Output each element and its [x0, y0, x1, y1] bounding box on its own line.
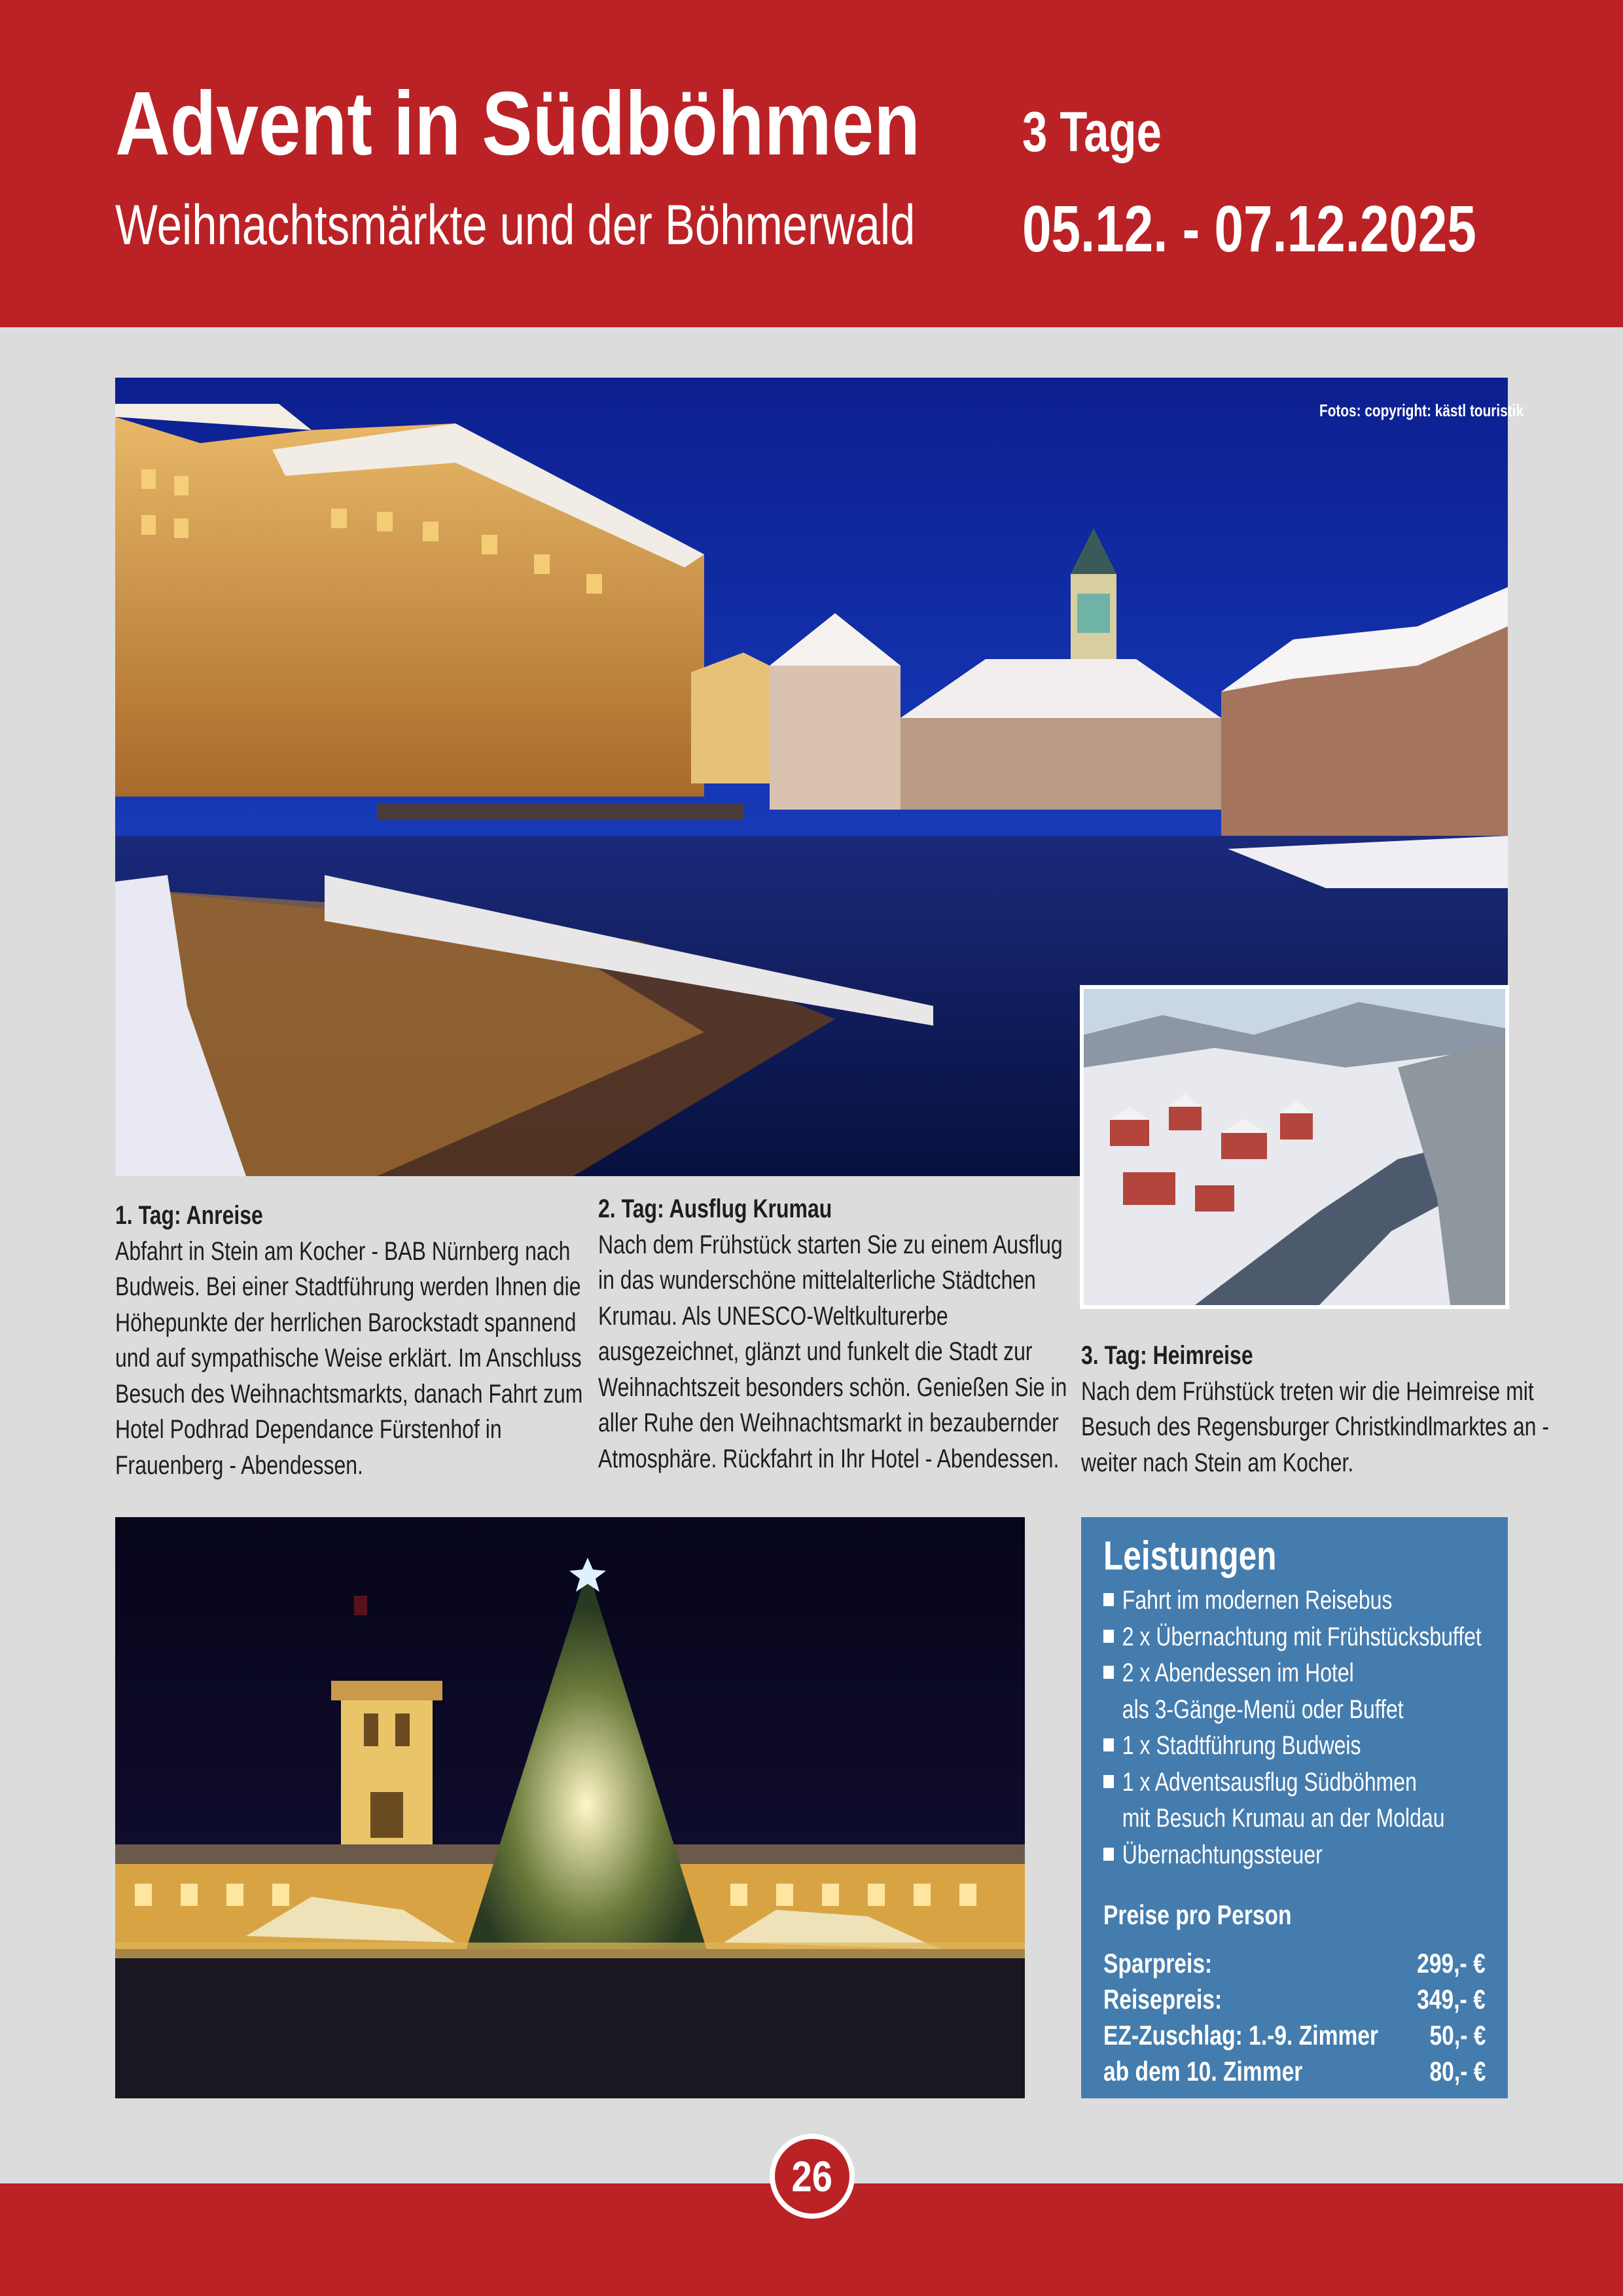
page-number: 26 [791, 2152, 833, 2200]
service-item: 2 x Übernachtung mit Frühstücksbuffet [1103, 1619, 1482, 1656]
square-bullet-icon [1103, 1848, 1114, 1861]
square-bullet-icon [1103, 1738, 1114, 1751]
day-2-title: 2. Tag: Ausflug Krumau [598, 1194, 832, 1223]
page-subtitle: Weihnachtsmärkte und der Böhmerwald [115, 194, 916, 257]
price-label: Sparpreis: [1103, 1948, 1213, 1979]
day-1-line: Höhepunkte der herrlichen Barockstadt spannend [115, 1308, 577, 1337]
day-2-line: aller Ruhe den Weihnachtsmarkt in bezaubernder [598, 1408, 1059, 1437]
day-2-line: Weihnachtszeit besonders schön. Genießen Sie in [598, 1372, 1067, 1402]
page-number-badge [770, 2134, 855, 2219]
day-3-line: Besuch des Regensburger Christkindlmarktes an - [1081, 1412, 1549, 1441]
day-3-description [1081, 1338, 1623, 1480]
square-bullet-icon [1103, 1666, 1114, 1679]
price-value: 299,- € [1417, 1948, 1486, 1979]
square-bullet-icon [1103, 1630, 1114, 1643]
day-1-line: und auf sympathische Weise erklärt. Im Anschluss [115, 1344, 582, 1372]
square-bullet-icon [1103, 1775, 1114, 1788]
included-services-title: Leistungen [1103, 1534, 1277, 1579]
day-1-line: Besuch des Weihnachtsmarkts, danach Fahrt zum [115, 1379, 583, 1408]
budweis-christmas-tree-photo [115, 1517, 1025, 2098]
page-title: Advent in Südböhmen [115, 73, 921, 174]
service-item: 1 x Adventsausflug Südböhmen [1103, 1765, 1482, 1801]
service-item: 2 x Abendessen im Hotel [1103, 1655, 1482, 1692]
square-bullet-icon [1103, 1593, 1114, 1606]
included-services-box [1081, 1517, 1508, 2098]
day-2-line: in das wunderschöne mittelalterliche Städtchen [598, 1266, 1036, 1295]
day-2-line: Atmosphäre. Rückfahrt in Ihr Hotel - Abendessen. [598, 1444, 1060, 1473]
day-1-line: Frauenberg - Abendessen. [115, 1450, 363, 1480]
trip-dates: 05.12. - 07.12.2025 [1022, 192, 1476, 266]
trip-duration: 3 Tage [1022, 101, 1162, 164]
price-label: ab dem 10. Zimmer [1103, 2056, 1303, 2087]
service-item: Übernachtungssteuer [1103, 1837, 1482, 1874]
service-item: 1 x Stadtführung Budweis [1103, 1728, 1482, 1765]
service-item: Fahrt im modernen Reisebus [1103, 1583, 1482, 1619]
service-item-continuation: als 3-Gänge-Menü oder Buffet [1122, 1695, 1404, 1724]
price-value: 50,- € [1429, 2020, 1486, 2051]
price-value: 349,- € [1417, 1984, 1486, 2015]
header-band [0, 0, 1623, 327]
photo-credit: Fotos: copyright: kästl touristik [1319, 401, 1524, 420]
price-label: Reisepreis: [1103, 1984, 1222, 2015]
day-3-line: Nach dem Frühstück treten wir die Heimreise mit [1081, 1376, 1534, 1406]
price-label: EZ-Zuschlag: 1.-9. Zimmer [1103, 2020, 1379, 2051]
day-1-line: Abfahrt in Stein am Kocher - BAB Nürnberg nach [115, 1236, 571, 1266]
day-2-line: ausgezeichnet, glänzt und funkelt die Stadt zur [598, 1337, 1033, 1366]
service-item-continuation: mit Besuch Krumau an der Moldau [1122, 1804, 1445, 1833]
day-1-line: Budweis. Bei einer Stadtführung werden Ihnen die [115, 1272, 581, 1301]
prices-title: Preise pro Person [1103, 1899, 1292, 1930]
day-3-title: 3. Tag: Heimreise [1081, 1341, 1253, 1370]
day-1-title: 1. Tag: Anreise [115, 1201, 263, 1230]
day-1-line: Hotel Podhrad Dependance Fürstenhof in [115, 1415, 502, 1444]
day-2-line: Nach dem Frühstück starten Sie zu einem Ausflug [598, 1230, 1063, 1259]
day-3-line: weiter nach Stein am Kocher. [1081, 1448, 1354, 1477]
price-value: 80,- € [1429, 2056, 1486, 2087]
day-2-line: Krumau. Als UNESCO-Weltkulturerbe [598, 1301, 948, 1331]
